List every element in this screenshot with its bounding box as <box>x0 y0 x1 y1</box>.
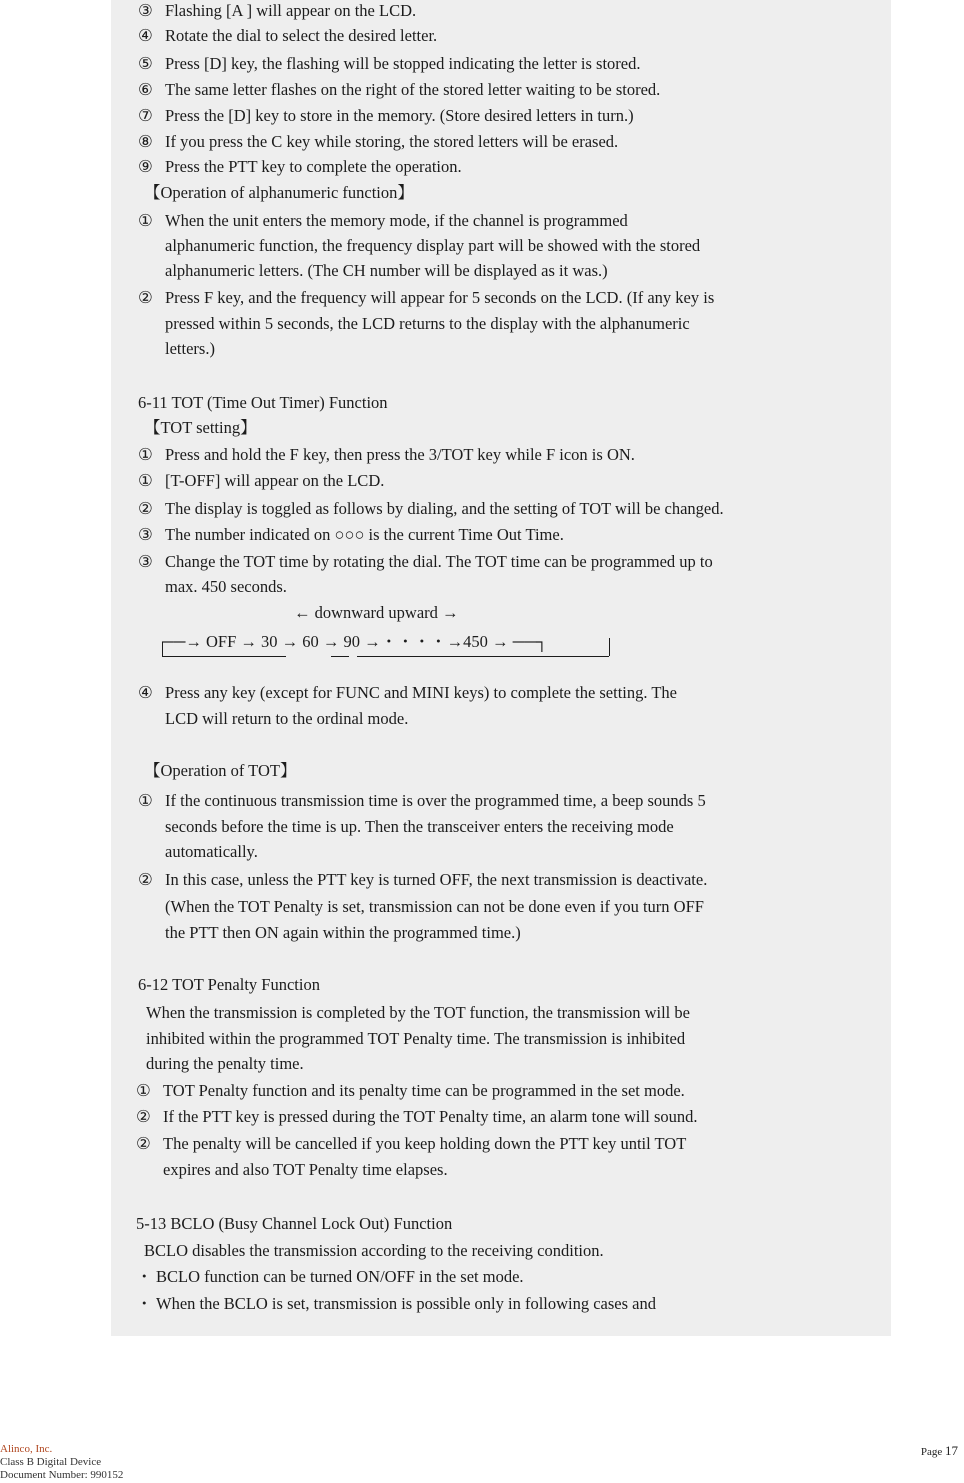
list-item: ② If the PTT key is pressed during the TOT Penalty time, an alarm tone will sound. <box>136 1107 698 1126</box>
paragraph-line: inhibited within the programmed TOT Penalty time. The transmission is inhibited <box>146 1029 686 1048</box>
paragraph-line: alphanumeric function, the frequency display part will be showed with the stored <box>165 236 701 255</box>
paragraph-line: during the penalty time. <box>146 1054 304 1073</box>
list-item: ⑦ Press the [D] key to store in the memory. (Store desired letters in turn.) <box>138 106 634 125</box>
list-item: ③ Change the TOT time by rotating the dial. The TOT time can be programmed up to <box>138 552 713 571</box>
paragraph-line: When the transmission is completed by the TOT function, the transmission will be <box>146 1003 690 1022</box>
paragraph-line: (When the TOT Penalty is set, transmission can not be done even if you turn OFF <box>165 897 704 916</box>
footer-company: Alinco, Inc. <box>0 1443 53 1455</box>
diagram-bracket-right <box>609 638 610 656</box>
list-item: ③ The number indicated on ○○○ is the current Time Out Time. <box>138 525 564 544</box>
footer-doc-number: Document Number: 990152 <box>0 1469 124 1481</box>
diagram-direction: ← downward upward → <box>294 603 459 622</box>
section-heading: 【Operation of TOT】 <box>144 761 297 780</box>
section-title: 6-11 TOT (Time Out Timer) Function <box>138 393 388 412</box>
list-item: ① Press and hold the F key, then press the 3/TOT key while F icon is ON. <box>138 445 635 464</box>
list-item: ② The display is toggled as follows by dialing, and the setting of TOT will be changed. <box>138 499 724 518</box>
bullet-item: ・ BCLO function can be turned ON/OFF in the set mode. <box>136 1267 524 1286</box>
paragraph-line: letters.) <box>165 339 215 358</box>
section-title: 6-12 TOT Penalty Function <box>138 975 320 994</box>
list-item: ⑤ Press [D] key, the flashing will be stopped indicating the letter is stored. <box>138 54 641 73</box>
paragraph-line: alphanumeric letters. (The CH number will be displayed as it was.) <box>165 261 608 280</box>
scanned-page <box>111 0 891 1336</box>
diagram-bracket-bottom-left <box>162 656 286 657</box>
list-item: ② In this case, unless the PTT key is turned OFF, the next transmission is deactivate. <box>138 870 708 889</box>
section-heading: 【Operation of alphanumeric function】 <box>144 183 414 202</box>
paragraph-line: the PTT then ON again within the programmed time.) <box>165 923 521 942</box>
paragraph-line: BCLO disables the transmission according to the receiving condition. <box>144 1241 604 1260</box>
list-item: ② Press F key, and the frequency will appear for 5 seconds on the LCD. (If any key is <box>138 288 715 307</box>
section-heading: 【TOT setting】 <box>144 418 257 437</box>
list-item: ④ Press any key (except for FUNC and MINI keys) to complete the setting. The <box>138 683 677 702</box>
list-item: ⑨ Press the PTT key to complete the operation. <box>138 157 462 176</box>
list-item: ① When the unit enters the memory mode, if the channel is programmed <box>138 211 628 230</box>
section-title: 5-13 BCLO (Busy Channel Lock Out) Function <box>136 1214 453 1233</box>
paragraph-line: max. 450 seconds. <box>165 577 287 596</box>
list-item: ① If the continuous transmission time is over the programmed time, a beep sounds 5 <box>138 791 706 810</box>
list-item: ⑧ If you press the C key while storing, the stored letters will be erased. <box>138 132 619 151</box>
paragraph-line: pressed within 5 seconds, the LCD returns to the display with the alphanumeric <box>165 314 690 333</box>
list-item: ④ Rotate the dial to select the desired letter. <box>138 26 438 45</box>
paragraph-line: expires and also TOT Penalty time elapses. <box>163 1160 448 1179</box>
paragraph-line: automatically. <box>165 842 258 861</box>
list-item: ① [T-OFF] will appear on the LCD. <box>138 471 385 490</box>
diagram-sequence: ──→ OFF → 30 → 60 → 90 →・・・・→450 → ──┐ <box>162 632 548 651</box>
paragraph-line: seconds before the time is up. Then the transceiver enters the receiving mode <box>165 817 674 836</box>
paragraph-line: LCD will return to the ordinal mode. <box>165 709 409 728</box>
footer-device-class: Class B Digital Device <box>0 1456 102 1468</box>
diagram-bracket-left <box>162 642 163 656</box>
list-item: ② The penalty will be cancelled if you keep holding down the PTT key until TOT <box>136 1134 687 1153</box>
bullet-item: ・ When the BCLO is set, transmission is possible only in following cases and <box>136 1294 656 1313</box>
page-number: Page 17 <box>920 1443 958 1458</box>
list-item: ⑥ The same letter flashes on the right of the stored letter waiting to be stored. <box>138 80 661 99</box>
diagram-bracket-bottom-mid <box>331 656 349 657</box>
diagram-bracket-bottom-right <box>357 656 609 657</box>
list-item: ① TOT Penalty function and its penalty time can be programmed in the set mode. <box>136 1081 685 1100</box>
list-item: ③ Flashing [A ] will appear on the LCD. <box>138 1 417 20</box>
